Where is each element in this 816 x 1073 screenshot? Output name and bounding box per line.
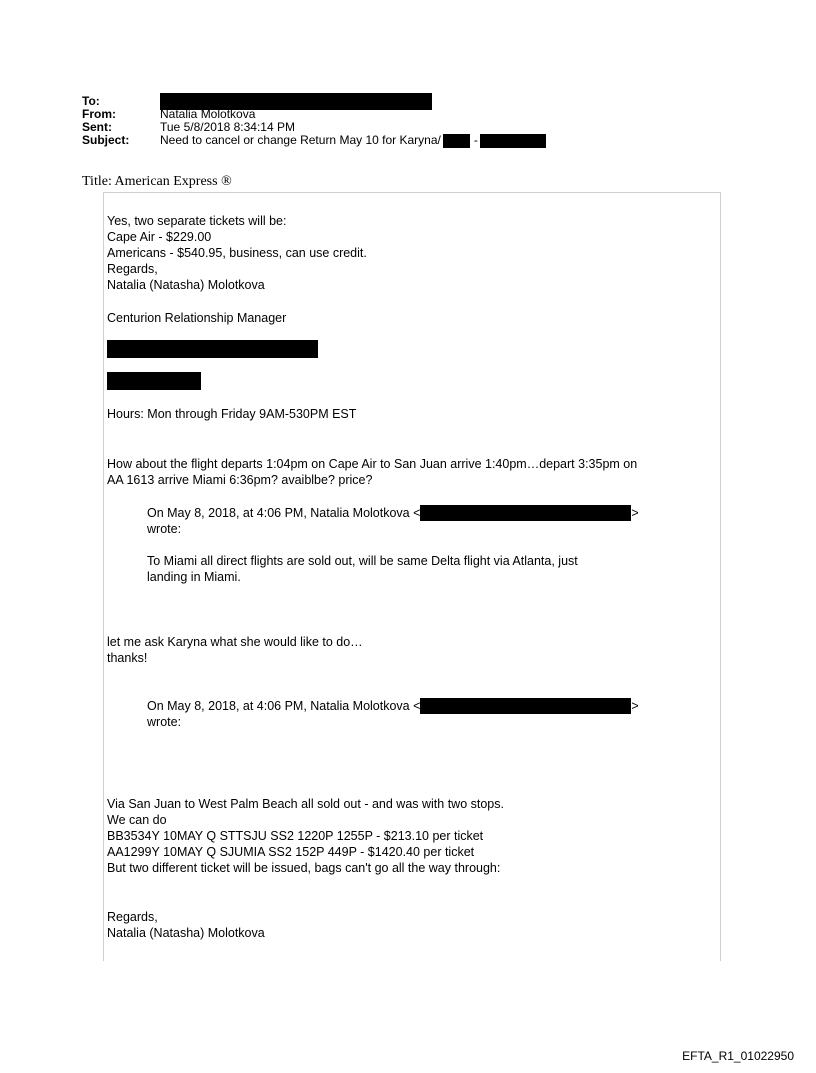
text-line: BB3534Y 10MAY Q STTSJU SS2 1220P 1255P - $213.10 per ticket <box>107 829 484 843</box>
text-line: let me ask Karyna what she would like to do… <box>107 635 363 649</box>
document-id: EFTA_R1_01022950 <box>682 1049 794 1063</box>
text-line: How about the flight departs 1:04pm on Cape Air to San Juan arrive 1:40pm…depart 3:35pm on <box>107 457 638 471</box>
text-line: But two different ticket will be issued, bags can't go all the way through: <box>107 861 501 875</box>
signature <box>107 909 265 941</box>
ask-paragraph <box>107 634 363 666</box>
text-line: Via San Juan to West Palm Beach all sold out - and was with two stops. <box>107 797 504 811</box>
quote-intro: On May 8, 2018, at 4:06 PM, Natalia Molotkova < <box>147 699 421 713</box>
email-header <box>82 95 546 147</box>
from-value: Natalia Molotkova <box>160 107 256 121</box>
to-row <box>82 95 546 108</box>
text-line: Natalia (Natasha) Molotkova <box>107 926 265 940</box>
redaction-bar <box>420 505 631 521</box>
text-line: Regards, <box>107 262 158 276</box>
redaction-bar <box>443 134 470 148</box>
subject-label: Subject: <box>82 133 130 147</box>
quote-intro-line <box>147 698 639 714</box>
role-line: Centurion Relationship Manager <box>107 311 287 325</box>
text-line: Regards, <box>107 910 158 924</box>
text-line: Cape Air - $229.00 <box>107 230 212 244</box>
from-label: From: <box>82 107 116 121</box>
quote-intro: On May 8, 2018, at 4:06 PM, Natalia Molotkova < <box>147 506 421 520</box>
text-line: To Miami all direct flights are sold out, will be same Delta flight via Atlanta, just <box>147 554 578 568</box>
quote-header <box>147 698 639 730</box>
reply-paragraph <box>107 213 367 293</box>
subject-dash: - <box>473 133 478 147</box>
text-line: landing in Miami. <box>147 570 241 584</box>
quoted-text <box>147 553 578 585</box>
redaction-bar <box>420 698 631 714</box>
sent-value: Tue 5/8/2018 8:34:14 PM <box>160 120 295 134</box>
text-line: Americans - $540.95, business, can use credit. <box>107 246 367 260</box>
title-line: Title: American Express ® <box>82 174 232 189</box>
quote-close: > <box>631 699 639 713</box>
hours-line: Hours: Mon through Friday 9AM-530PM EST <box>107 407 357 421</box>
to-label: To: <box>82 94 100 108</box>
text-line: We can do <box>107 813 167 827</box>
sent-label: Sent: <box>82 120 112 134</box>
redaction-bar <box>480 134 546 148</box>
subject-row <box>82 134 546 147</box>
text-line: AA 1613 arrive Miami 6:36pm? avaiblbe? price? <box>107 473 373 487</box>
question-paragraph <box>107 456 637 488</box>
quote-header <box>147 505 639 537</box>
text-line: Natalia (Natasha) Molotkova <box>107 278 265 292</box>
quote-intro-line <box>147 505 639 521</box>
text-line: AA1299Y 10MAY Q SJUMIA SS2 152P 449P - $1420.40 per ticket <box>107 845 475 859</box>
wrote-label: wrote: <box>147 715 182 729</box>
text-line: thanks! <box>107 651 148 665</box>
quote-close: > <box>631 506 639 520</box>
wrote-label: wrote: <box>147 522 182 536</box>
redaction-bar <box>107 340 318 358</box>
subject-value: Need to cancel or change Return May 10 for Karyna/ <box>160 133 441 147</box>
flight-options-paragraph <box>107 796 504 876</box>
text-line: Yes, two separate tickets will be: <box>107 214 287 228</box>
redaction-bar <box>107 372 201 390</box>
